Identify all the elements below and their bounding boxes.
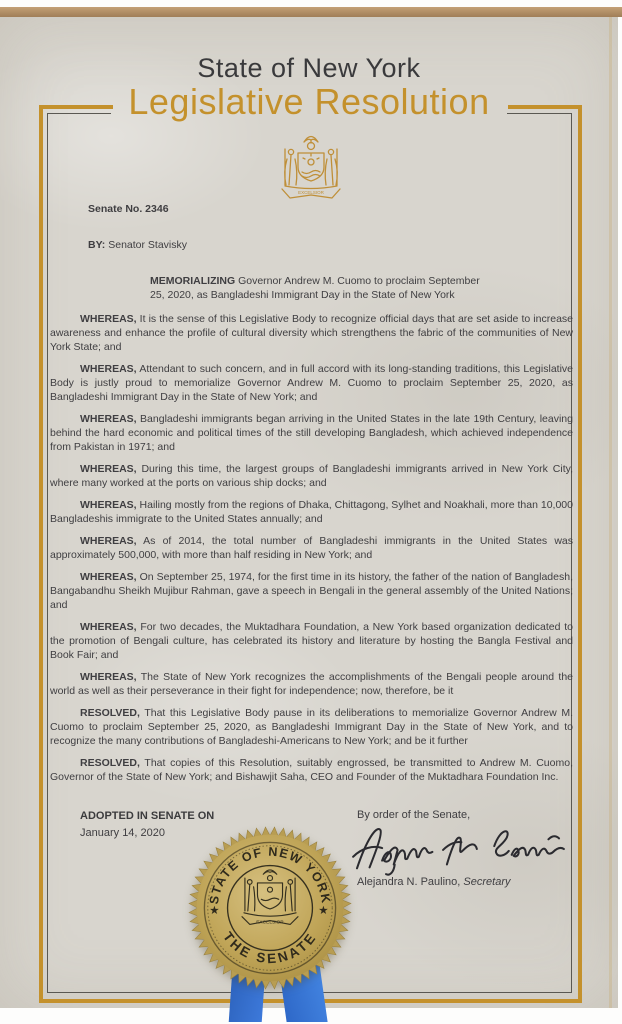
seal-banner-text: EXCELSIOR [256,920,284,926]
whereas-clause: WHEREAS, As of 2014, the total number of Bangladeshi immigrants in the United States was approximately 500,000, with more than half residing in New York; and [50,535,573,561]
frame-right [578,105,582,1003]
adopted-date: January 14, 2020 [80,827,166,839]
whereas-clause: WHEREAS, The State of New York recognizes the accomplishments of the Bengali people around the world as well as their perseverance in their fight for independence; now, therefore, be it [50,671,573,697]
sponsor-line [88,238,573,252]
scan-top-edge [0,7,622,17]
state-title: State of New York [197,53,421,83]
seal-arc-bottom-text: THE SENATE [220,929,320,967]
senate-seal [188,826,352,990]
by-label: BY: [88,239,106,251]
resolution-body [50,202,573,784]
resolved-clause: RESOLVED, That copies of this Resolution, suitably engrossed, be transmitted to Andrew M. Cuomo, Governor of the State of New York; and Bishawjit Saha, CEO and Founder of the Muktadhara Foundation Inc. [50,757,573,783]
resolved-clause: RESOLVED, That this Legislative Body pause in its deliberations to memorialize Governor Andrew M. Cuomo to proclaim September 25, 2020, as Bangladeshi Immigrant Day in the State of New York, and to recognize the many contributions of Bangladeshi-Americans to New York; and be it further [50,707,573,747]
emblem-banner-text: EXCELSIOR [298,190,324,195]
whereas-clause: WHEREAS, On September 25, 1974, for the first time in its history, the father of the nation of Bangladesh, Bangabandhu Sheikh Mujibur Rahman, gave a speech in Bengali in the general assembly of the United Nations; and [50,571,573,611]
whereas-clause: WHEREAS, Bangladeshi immigrants began arriving in the United States in the late 19th Century, leaving behind the hard economic and political times of the still developing Bangladesh, which achieved independence from Pakistan in 1971; and [50,413,573,453]
by-order-line: By order of the Senate, [357,809,471,821]
whereas-clause: WHEREAS, It is the sense of this Legislative Body to recognize official days that are set aside to increase awareness and enhance the profile of cultural diversity which strengthens the fabric of the communities of New York State; and [50,313,573,353]
secretary-title: Secretary [463,876,511,888]
frame-left [39,105,43,1003]
secretary-name-line [357,876,510,888]
whereas-clause: WHEREAS, Attendant to such concern, and in full accord with its long-standing traditions, this Legislative Body is justly proud to memorialize Governor Andrew M. Cuomo to proclaim September 25, 2020, as Bangladeshi Immigrant Day in the State of New York; and [50,363,573,403]
whereas-clause: WHEREAS, Hailing mostly from the regions of Dhaka, Chittagong, Sylhet and Noakhali, more than 10,000 Bangladeshis immigrate to the United States annually; and [50,499,573,525]
seal-star-left: ★ [209,904,220,917]
whereas-clause: WHEREAS, During this time, the largest groups of Bangladeshi immigrants arrived in New York City, where many worked at the ports on various ship docks; and [50,463,573,489]
adopted-label: ADOPTED IN SENATE ON [80,810,215,822]
paper-right-edge [609,17,612,1008]
ny-coat-of-arms-icon [265,129,357,213]
senate-number: Senate No. 2346 [88,203,169,215]
sponsor-name: Senator Stavisky [105,239,188,251]
seal-arc-top-text: STATE OF NEW YORK [206,844,334,906]
memorializing-paragraph: MEMORIALIZING Governor Andrew M. Cuomo to proclaim September 25, 2020, as Bangladeshi Immigrant Day in the State of New York [150,275,480,301]
secretary-name: Alejandra N. Paulino, [357,876,464,888]
whereas-clause: WHEREAS, For two decades, the Muktadhara Foundation, a New York based organization dedicated to the promotion of Bengali culture, has celebrated its history and literature by hosting the Bangla Festival and Book Fair; and [50,621,573,661]
seal-star-right: ★ [318,904,329,917]
secretary-signature [346,820,571,878]
inner-frame-left [47,113,48,993]
document-title: Legislative Resolution [128,81,490,122]
